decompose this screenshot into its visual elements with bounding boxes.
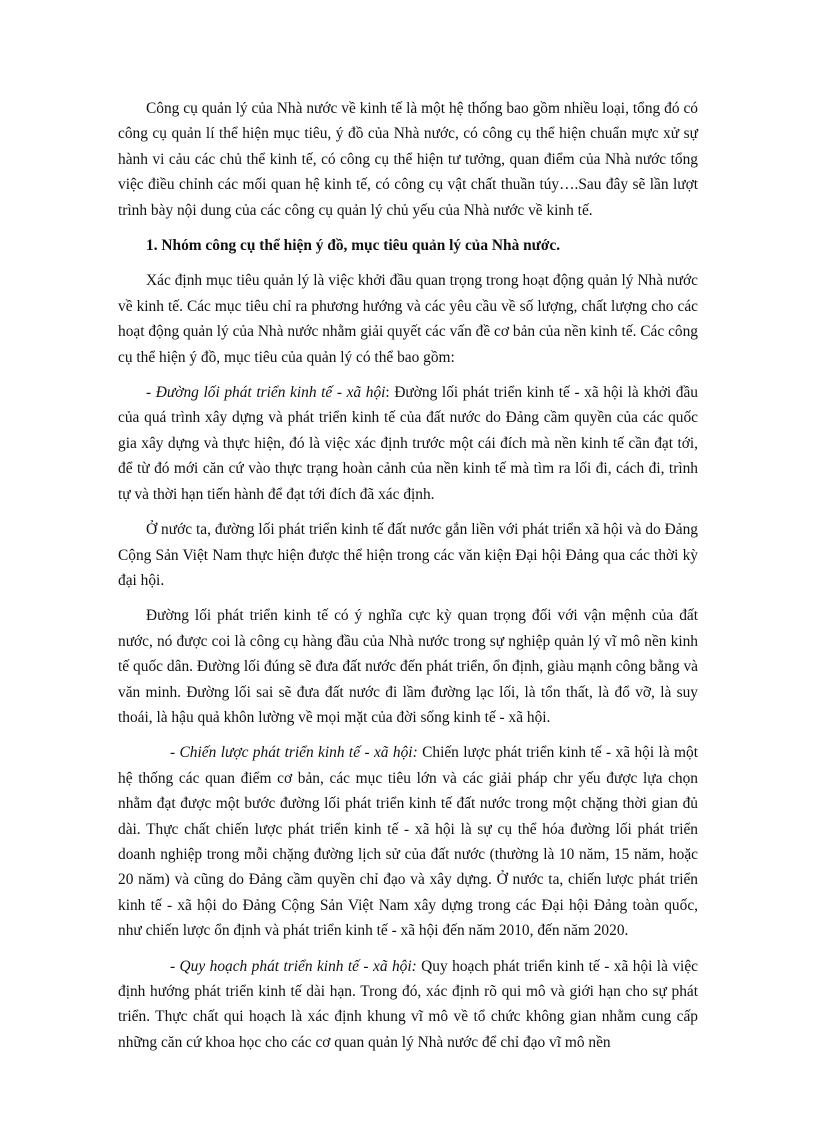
- paragraph-planning: [118, 954, 698, 1056]
- body-strategy: Chiến lược phát triển kinh tế - xã hội là một hệ thống các quan điểm cơ bản, các mục tiêu lớn và các giải pháp chr yếu được lựa chọn nhằm đạt được một bước đường lối phát triển kinh tế đất nước trong một chặng thời gian đủ dài. Thực chất chiến lược phát triển kinh tế - xã hội là sự cụ thể hóa đường lối phát triển doanh nghiệp trong mỗi chặng đường lịch sử của đất nước (thường là 10 năm, 15 năm, hoặc 20 năm) và cũng do Đảng cầm quyền chỉ đạo và xây dựng. Ở nước ta, chiến lược phát triển kinh tế - xã hội do Đảng Cộng Sản Việt Nam xây dựng trong các Đại hội Đảng toàn quốc, như chiến lược ổn định và phát triển kinh tế - xã hội đến năm 2010, đến năm 2020.: [118, 744, 699, 940]
- term-planning: - Quy hoạch phát triển kinh tế - xã hội:: [170, 957, 417, 975]
- intro-paragraph: Công cụ quản lý của Nhà nước về kinh tế là một hệ thống bao gồm nhiều loại, tổng đó có công cụ quản lí thể hiện mục tiêu, ý đồ của Nhà nước, có công cụ thể hiện chuẩn mực xử sự hành vi cảu các chủ thể kinh tế, có công cụ thể hiện tư tưởng, quan điểm của Nhà nước tổng việc điều chỉnh các mối quan hệ kinh tế, có công cụ vật chất thuần túy….Sau đây sẽ lần lượt trình bày nội dung của các công cụ quản lý chủ yếu của Nhà nước về kinh tế.: [118, 100, 698, 219]
- paragraph-policy-line: [118, 380, 698, 507]
- body-policy-line: : Đường lối phát triển kinh tế - xã hội là khởi đầu của quá trình xây dựng và phát triển kinh tế của đất nước do Đảng cầm quyền của các quốc gia xây dựng và thực hiện, đó là việc xác định trước một cái đích mà nền kinh tế cần đạt tới, để từ đó mới căn cứ vào thực trạng hoàn cảnh của nền kinh tế mà tìm ra lối đi, cách đi, trình tự và thời hạn tiến hành để đạt tới đích đã xác định.: [118, 384, 698, 503]
- paragraph-vietnam: Ở nước ta, đường lối phát triển kinh tế đất nước gắn liền với phát triển xã hội và do Đảng Cộng Sản Việt Nam thực hiện được thể hiện trong các văn kiện Đại hội Đảng qua các thời kỳ đại hội.: [118, 521, 698, 589]
- body-planning: Quy hoạch phát triển kinh tế - xã hội là việc định hướng phát triển kinh tế dài hạn. Trong đó, xác định rõ qui mô và giới hạn cho sự phát triển. Thực chất qui hoạch là xác định khung vĩ mô về tổ chức không gian nhằm cung cấp những căn cứ khoa học cho các cơ quan quản lý Nhà nước để chỉ đạo vĩ mô nền: [118, 957, 698, 1051]
- document-page: [118, 96, 698, 1065]
- section-heading: 1. Nhóm công cụ thể hiện ý đồ, mục tiêu quản lý của Nhà nước.: [146, 237, 561, 255]
- paragraph-significance: Đường lối phát triển kinh tế có ý nghĩa cực kỳ quan trọng đối với vận mệnh của đất nước, nó được coi là công cụ hàng đầu của Nhà nước trong sự nghiệp quản lý vĩ mô nền kinh tế quốc dân. Đường lối đúng sẽ đưa đất nước đến phát triển, ổn định, giàu mạnh công bằng và văn minh. Đường lối sai sẽ đưa đất nước đi lầm đường lạc lối, là tổn thất, là đổ vỡ, là suy thoái, là hậu quả khôn lường về mọi mặt của đời sống kinh tế - xã hội.: [118, 607, 698, 726]
- term-policy-line: - Đường lối phát triển kinh tế - xã hội: [146, 384, 386, 402]
- paragraph-strategy: [118, 740, 698, 943]
- term-strategy: - Chiến lược phát triển kinh tế - xã hội:: [170, 744, 418, 762]
- paragraph-objectives: Xác định mục tiêu quản lý là việc khởi đầu quan trọng trong hoạt động quản lý Nhà nước về kinh tế. Các mục tiêu chỉ ra phương hướng và các yêu cầu về số lượng, chất lượng cho các hoạt động quản lý của Nhà nước nhằm giải quyết các vấn đề cơ bản của nền kinh tế. Các công cụ thể hiện ý đồ, mục tiêu của quản lý có thể bao gồm:: [118, 272, 698, 366]
